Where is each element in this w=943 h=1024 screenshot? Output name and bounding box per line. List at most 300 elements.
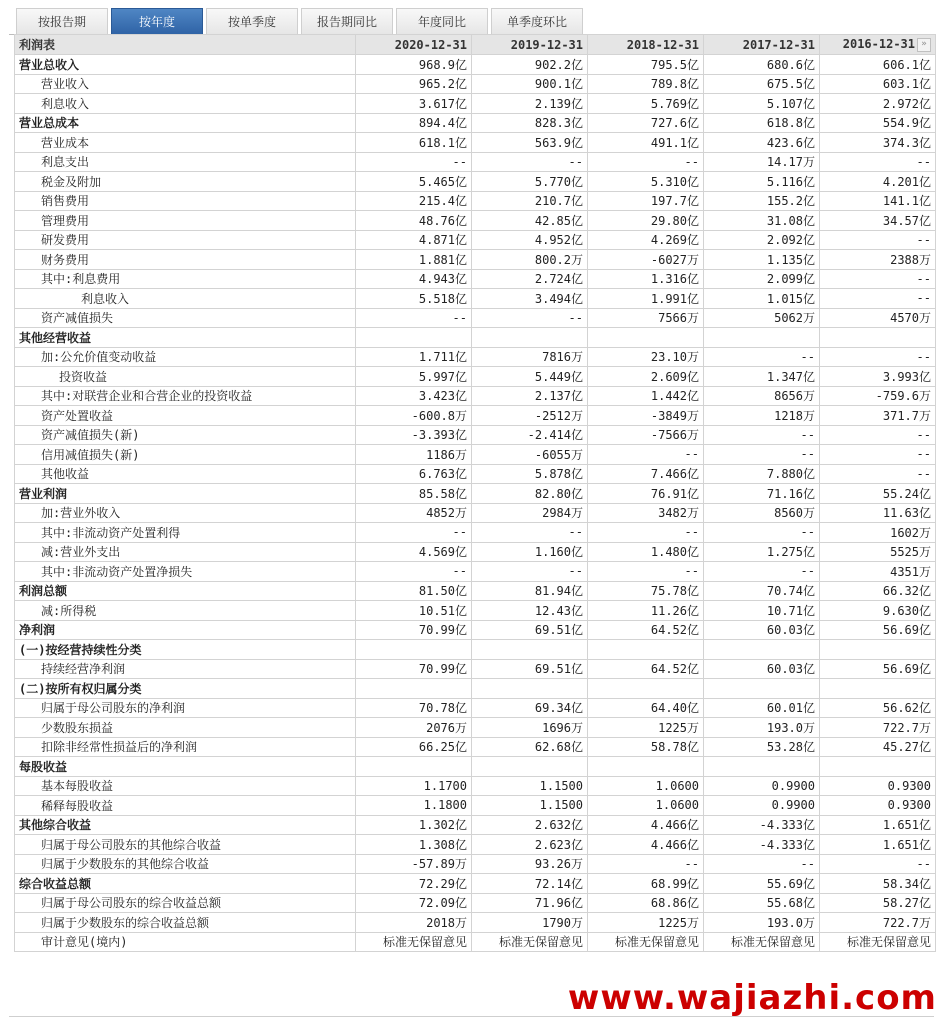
cell-value: -- xyxy=(820,289,936,309)
cell-value: 58.27亿 xyxy=(820,893,936,913)
row-label: 其他综合收益 xyxy=(15,815,356,835)
cell-value: 722.7万 xyxy=(820,913,936,933)
cell-value: 1.316亿 xyxy=(588,269,704,289)
income-statement xyxy=(14,34,935,952)
cell-value: 81.94亿 xyxy=(472,581,588,601)
table-row xyxy=(15,893,936,913)
cell-value: 0.9900 xyxy=(704,796,820,816)
cell-value: 1602万 xyxy=(820,523,936,543)
cell-value: 1.1700 xyxy=(356,776,472,796)
cell-value: 71.96亿 xyxy=(472,893,588,913)
cell-value: 4.466亿 xyxy=(588,815,704,835)
cell-value: 2.623亿 xyxy=(472,835,588,855)
cell-value xyxy=(588,640,704,660)
table-row xyxy=(15,542,936,562)
period-header xyxy=(820,35,936,55)
table-row xyxy=(15,406,936,426)
cell-value: 3482万 xyxy=(588,503,704,523)
cell-value: -- xyxy=(472,562,588,582)
cell-value: 45.27亿 xyxy=(820,737,936,757)
table-title: 利润表 xyxy=(15,35,356,55)
cell-value: -- xyxy=(704,425,820,445)
cell-value: 5062万 xyxy=(704,308,820,328)
row-label: 利息收入 xyxy=(15,94,356,114)
table-row xyxy=(15,640,936,660)
cell-value: 5.878亿 xyxy=(472,464,588,484)
cell-value: 1.881亿 xyxy=(356,250,472,270)
cell-value: 60.03亿 xyxy=(704,620,820,640)
cell-value: 68.86亿 xyxy=(588,893,704,913)
cell-value: 69.34亿 xyxy=(472,698,588,718)
cell-value: -- xyxy=(356,308,472,328)
cell-value: 2018万 xyxy=(356,913,472,933)
cell-value: 968.9亿 xyxy=(356,55,472,75)
cell-value: 606.1亿 xyxy=(820,55,936,75)
cell-value: 155.2亿 xyxy=(704,191,820,211)
row-label: 利息支出 xyxy=(15,152,356,172)
cell-value: 55.24亿 xyxy=(820,484,936,504)
cell-value: 48.76亿 xyxy=(356,211,472,231)
cell-value: 10.71亿 xyxy=(704,601,820,621)
period-header: 2017-12-31 xyxy=(704,35,820,55)
cell-value: 56.69亿 xyxy=(820,659,936,679)
table-row xyxy=(15,308,936,328)
period-header: 2018-12-31 xyxy=(588,35,704,55)
cell-value: 70.78亿 xyxy=(356,698,472,718)
cell-value: 1.1800 xyxy=(356,796,472,816)
cell-value: 55.68亿 xyxy=(704,893,820,913)
cell-value xyxy=(588,757,704,777)
cell-value: 68.99亿 xyxy=(588,874,704,894)
cell-value xyxy=(704,679,820,699)
table-row xyxy=(15,250,936,270)
row-label: 每股收益 xyxy=(15,757,356,777)
watermark: www.wajiazhi.com xyxy=(567,978,937,1018)
cell-value: 423.6亿 xyxy=(704,133,820,153)
table-row xyxy=(15,289,936,309)
cell-value: 6.763亿 xyxy=(356,464,472,484)
cell-value: 618.8亿 xyxy=(704,113,820,133)
cell-value: 70.99亿 xyxy=(356,620,472,640)
cell-value: -- xyxy=(820,269,936,289)
cell-value: -- xyxy=(356,562,472,582)
tab-5[interactable]: 单季度环比 xyxy=(491,8,583,34)
cell-value xyxy=(472,328,588,348)
period-header-label: 2016-12-31 xyxy=(842,37,915,52)
cell-value: 31.08亿 xyxy=(704,211,820,231)
row-label: 资产减值损失 xyxy=(15,308,356,328)
cell-value: 56.62亿 xyxy=(820,698,936,718)
cell-value: 675.5亿 xyxy=(704,74,820,94)
cell-value: -- xyxy=(588,152,704,172)
cell-value: 53.28亿 xyxy=(704,737,820,757)
cell-value: 64.52亿 xyxy=(588,659,704,679)
table-row xyxy=(15,152,936,172)
period-header: 2020-12-31 xyxy=(356,35,472,55)
report-tabs xyxy=(16,8,586,35)
table-row xyxy=(15,94,936,114)
cell-value: 2.092亿 xyxy=(704,230,820,250)
cell-value: 4351万 xyxy=(820,562,936,582)
cell-value: 2076万 xyxy=(356,718,472,738)
cell-value: 5.769亿 xyxy=(588,94,704,114)
cell-value: 789.8亿 xyxy=(588,74,704,94)
table-row xyxy=(15,835,936,855)
table-header-row xyxy=(15,35,936,55)
cell-value: 1.308亿 xyxy=(356,835,472,855)
cell-value: 72.29亿 xyxy=(356,874,472,894)
cell-value: 491.1亿 xyxy=(588,133,704,153)
cell-value xyxy=(704,328,820,348)
cell-value: 11.26亿 xyxy=(588,601,704,621)
row-label: 持续经营净利润 xyxy=(15,659,356,679)
table-row xyxy=(15,601,936,621)
table-row xyxy=(15,172,936,192)
table-row xyxy=(15,133,936,153)
row-label: 归属于母公司股东的净利润 xyxy=(15,698,356,718)
cell-value: -57.89万 xyxy=(356,854,472,874)
cell-value: -- xyxy=(704,445,820,465)
table-row xyxy=(15,718,936,738)
cell-value: 2388万 xyxy=(820,250,936,270)
cell-value: 1.711亿 xyxy=(356,347,472,367)
cell-value: 7.880亿 xyxy=(704,464,820,484)
double-chevron-right-icon[interactable]: » xyxy=(917,38,931,52)
cell-value: 1186万 xyxy=(356,445,472,465)
cell-value: 603.1亿 xyxy=(820,74,936,94)
cell-value: 70.99亿 xyxy=(356,659,472,679)
row-label: 税金及附加 xyxy=(15,172,356,192)
cell-value: 141.1亿 xyxy=(820,191,936,211)
table-row xyxy=(15,386,936,406)
cell-value xyxy=(472,679,588,699)
cell-value: -- xyxy=(820,347,936,367)
cell-value: 69.51亿 xyxy=(472,620,588,640)
cell-value: -- xyxy=(356,523,472,543)
cell-value: 374.3亿 xyxy=(820,133,936,153)
table-row xyxy=(15,757,936,777)
table-row xyxy=(15,796,936,816)
cell-value: 3.423亿 xyxy=(356,386,472,406)
cell-value: -- xyxy=(820,425,936,445)
cell-value: 5.770亿 xyxy=(472,172,588,192)
cell-value xyxy=(820,757,936,777)
row-label: 减:所得税 xyxy=(15,601,356,621)
cell-value: 76.91亿 xyxy=(588,484,704,504)
cell-value: 800.2万 xyxy=(472,250,588,270)
row-label: 归属于少数股东的综合收益总额 xyxy=(15,913,356,933)
cell-value: -3849万 xyxy=(588,406,704,426)
cell-value: 1.160亿 xyxy=(472,542,588,562)
cell-value: 193.0万 xyxy=(704,718,820,738)
table-row xyxy=(15,55,936,75)
income-statement-table xyxy=(14,34,936,952)
cell-value: 5.465亿 xyxy=(356,172,472,192)
tab-2[interactable]: 按单季度 xyxy=(206,8,298,34)
table-row xyxy=(15,328,936,348)
cell-value: 2984万 xyxy=(472,503,588,523)
cell-value: 11.63亿 xyxy=(820,503,936,523)
cell-value: 标准无保留意见 xyxy=(820,932,936,952)
cell-value xyxy=(588,679,704,699)
cell-value: 56.69亿 xyxy=(820,620,936,640)
cell-value: 1225万 xyxy=(588,718,704,738)
row-label: 资产处置收益 xyxy=(15,406,356,426)
cell-value: 58.34亿 xyxy=(820,874,936,894)
table-row xyxy=(15,445,936,465)
cell-value: 66.32亿 xyxy=(820,581,936,601)
row-label: 营业利润 xyxy=(15,484,356,504)
cell-value: 1.651亿 xyxy=(820,835,936,855)
table-row xyxy=(15,503,936,523)
cell-value: 标准无保留意见 xyxy=(472,932,588,952)
cell-value xyxy=(820,328,936,348)
cell-value: 34.57亿 xyxy=(820,211,936,231)
cell-value: 4.943亿 xyxy=(356,269,472,289)
cell-value: 1696万 xyxy=(472,718,588,738)
row-label: (二)按所有权归属分类 xyxy=(15,679,356,699)
cell-value: 62.68亿 xyxy=(472,737,588,757)
cell-value: 9.630亿 xyxy=(820,601,936,621)
cell-value: 1218万 xyxy=(704,406,820,426)
cell-value: 4.269亿 xyxy=(588,230,704,250)
cell-value: -6027万 xyxy=(588,250,704,270)
cell-value: 2.609亿 xyxy=(588,367,704,387)
cell-value xyxy=(704,640,820,660)
cell-value: 72.14亿 xyxy=(472,874,588,894)
cell-value: 4.569亿 xyxy=(356,542,472,562)
cell-value: 4.466亿 xyxy=(588,835,704,855)
table-row xyxy=(15,523,936,543)
cell-value: 371.7万 xyxy=(820,406,936,426)
table-row xyxy=(15,230,936,250)
cell-value: -4.333亿 xyxy=(704,835,820,855)
cell-value: -6055万 xyxy=(472,445,588,465)
cell-value: -- xyxy=(704,347,820,367)
cell-value: 60.03亿 xyxy=(704,659,820,679)
cell-value: 8560万 xyxy=(704,503,820,523)
table-row xyxy=(15,191,936,211)
table-row xyxy=(15,659,936,679)
cell-value xyxy=(820,640,936,660)
cell-value: 193.0万 xyxy=(704,913,820,933)
cell-value: 81.50亿 xyxy=(356,581,472,601)
cell-value: -- xyxy=(820,854,936,874)
cell-value: 1.302亿 xyxy=(356,815,472,835)
cell-value: 1225万 xyxy=(588,913,704,933)
cell-value: 4570万 xyxy=(820,308,936,328)
cell-value: -- xyxy=(588,523,704,543)
cell-value xyxy=(356,757,472,777)
tab-1[interactable]: 按年度 xyxy=(111,8,203,34)
cell-value: 5.116亿 xyxy=(704,172,820,192)
tab-4[interactable]: 年度同比 xyxy=(396,8,488,34)
row-label: 少数股东损益 xyxy=(15,718,356,738)
period-header: 2019-12-31 xyxy=(472,35,588,55)
cell-value: 1.275亿 xyxy=(704,542,820,562)
cell-value: 828.3亿 xyxy=(472,113,588,133)
table-row xyxy=(15,74,936,94)
row-label: 管理费用 xyxy=(15,211,356,231)
cell-value: 93.26万 xyxy=(472,854,588,874)
cell-value: 894.4亿 xyxy=(356,113,472,133)
cell-value: -- xyxy=(472,523,588,543)
tab-0[interactable]: 按报告期 xyxy=(16,8,108,34)
cell-value: 2.099亿 xyxy=(704,269,820,289)
cell-value: 5.310亿 xyxy=(588,172,704,192)
cell-value: 7816万 xyxy=(472,347,588,367)
row-label: 利润总额 xyxy=(15,581,356,601)
cell-value: -- xyxy=(820,230,936,250)
row-label: 信用减值损失(新) xyxy=(15,445,356,465)
cell-value: -- xyxy=(588,445,704,465)
cell-value: 965.2亿 xyxy=(356,74,472,94)
table-row xyxy=(15,737,936,757)
cell-value: 2.972亿 xyxy=(820,94,936,114)
tab-3[interactable]: 报告期同比 xyxy=(301,8,393,34)
cell-value: 727.6亿 xyxy=(588,113,704,133)
cell-value: 60.01亿 xyxy=(704,698,820,718)
table-row xyxy=(15,425,936,445)
cell-value: 69.51亿 xyxy=(472,659,588,679)
cell-value: 72.09亿 xyxy=(356,893,472,913)
cell-value: 3.494亿 xyxy=(472,289,588,309)
table-row xyxy=(15,211,936,231)
cell-value xyxy=(356,640,472,660)
cell-value: 7.466亿 xyxy=(588,464,704,484)
table-row xyxy=(15,464,936,484)
cell-value: 23.10万 xyxy=(588,347,704,367)
row-label: 净利润 xyxy=(15,620,356,640)
cell-value: 215.4亿 xyxy=(356,191,472,211)
cell-value: -- xyxy=(472,152,588,172)
cell-value: 902.2亿 xyxy=(472,55,588,75)
cell-value: -600.8万 xyxy=(356,406,472,426)
table-row xyxy=(15,854,936,874)
cell-value: -3.393亿 xyxy=(356,425,472,445)
cell-value xyxy=(820,679,936,699)
cell-value: 563.9亿 xyxy=(472,133,588,153)
cell-value: 2.139亿 xyxy=(472,94,588,114)
cell-value: 7566万 xyxy=(588,308,704,328)
table-row xyxy=(15,562,936,582)
cell-value: 42.85亿 xyxy=(472,211,588,231)
row-label: 归属于母公司股东的其他综合收益 xyxy=(15,835,356,855)
cell-value: 0.9300 xyxy=(820,776,936,796)
cell-value: 29.80亿 xyxy=(588,211,704,231)
cell-value: -7566万 xyxy=(588,425,704,445)
cell-value: 75.78亿 xyxy=(588,581,704,601)
table-row xyxy=(15,874,936,894)
row-label: 加:公允价值变动收益 xyxy=(15,347,356,367)
cell-value: 0.9300 xyxy=(820,796,936,816)
table-row xyxy=(15,620,936,640)
row-label: 综合收益总额 xyxy=(15,874,356,894)
cell-value: 14.17万 xyxy=(704,152,820,172)
cell-value: -- xyxy=(820,464,936,484)
cell-value: 1.0600 xyxy=(588,776,704,796)
row-label: 减:营业外支出 xyxy=(15,542,356,562)
cell-value: 66.25亿 xyxy=(356,737,472,757)
cell-value: 1.442亿 xyxy=(588,386,704,406)
row-label: 扣除非经常性损益后的净利润 xyxy=(15,737,356,757)
cell-value: 64.52亿 xyxy=(588,620,704,640)
row-label: 营业收入 xyxy=(15,74,356,94)
row-label: 加:营业外收入 xyxy=(15,503,356,523)
cell-value: -- xyxy=(472,308,588,328)
cell-value: -- xyxy=(704,562,820,582)
cell-value: 2.632亿 xyxy=(472,815,588,835)
row-label: 基本每股收益 xyxy=(15,776,356,796)
cell-value: 5.518亿 xyxy=(356,289,472,309)
cell-value xyxy=(472,757,588,777)
cell-value: 5.107亿 xyxy=(704,94,820,114)
cell-value: -2512万 xyxy=(472,406,588,426)
cell-value: 3.617亿 xyxy=(356,94,472,114)
cell-value: -- xyxy=(820,152,936,172)
cell-value: 55.69亿 xyxy=(704,874,820,894)
cell-value: 1790万 xyxy=(472,913,588,933)
row-label: 营业成本 xyxy=(15,133,356,153)
cell-value: 1.1500 xyxy=(472,776,588,796)
cell-value: -- xyxy=(704,854,820,874)
cell-value: 1.1500 xyxy=(472,796,588,816)
table-row xyxy=(15,113,936,133)
row-label: 其他收益 xyxy=(15,464,356,484)
cell-value: 3.993亿 xyxy=(820,367,936,387)
cell-value: 618.1亿 xyxy=(356,133,472,153)
row-label: 其中:对联营企业和合营企业的投资收益 xyxy=(15,386,356,406)
cell-value: -759.6万 xyxy=(820,386,936,406)
cell-value: 标准无保留意见 xyxy=(356,932,472,952)
cell-value: 82.80亿 xyxy=(472,484,588,504)
table-row xyxy=(15,269,936,289)
table-row xyxy=(15,932,936,952)
cell-value: 2.137亿 xyxy=(472,386,588,406)
cell-value: 0.9900 xyxy=(704,776,820,796)
cell-value: -- xyxy=(704,523,820,543)
cell-value: 71.16亿 xyxy=(704,484,820,504)
row-label: 财务费用 xyxy=(15,250,356,270)
cell-value: 58.78亿 xyxy=(588,737,704,757)
cell-value: 标准无保留意见 xyxy=(704,932,820,952)
row-label: 稀释每股收益 xyxy=(15,796,356,816)
cell-value: 1.347亿 xyxy=(704,367,820,387)
table-row xyxy=(15,367,936,387)
row-label: 归属于母公司股东的综合收益总额 xyxy=(15,893,356,913)
cell-value: 1.135亿 xyxy=(704,250,820,270)
row-label: 营业总收入 xyxy=(15,55,356,75)
table-row xyxy=(15,484,936,504)
row-label: 利息收入 xyxy=(15,289,356,309)
cell-value: 795.5亿 xyxy=(588,55,704,75)
cell-value: 标准无保留意见 xyxy=(588,932,704,952)
table-row xyxy=(15,347,936,367)
cell-value: 1.480亿 xyxy=(588,542,704,562)
cell-value: 1.991亿 xyxy=(588,289,704,309)
cell-value: -- xyxy=(588,854,704,874)
row-label: 其他经营收益 xyxy=(15,328,356,348)
cell-value xyxy=(356,679,472,699)
cell-value xyxy=(356,328,472,348)
cell-value: 4.201亿 xyxy=(820,172,936,192)
cell-value: -2.414亿 xyxy=(472,425,588,445)
cell-value xyxy=(472,640,588,660)
cell-value: 4852万 xyxy=(356,503,472,523)
cell-value: 64.40亿 xyxy=(588,698,704,718)
table-row xyxy=(15,913,936,933)
cell-value: 722.7万 xyxy=(820,718,936,738)
